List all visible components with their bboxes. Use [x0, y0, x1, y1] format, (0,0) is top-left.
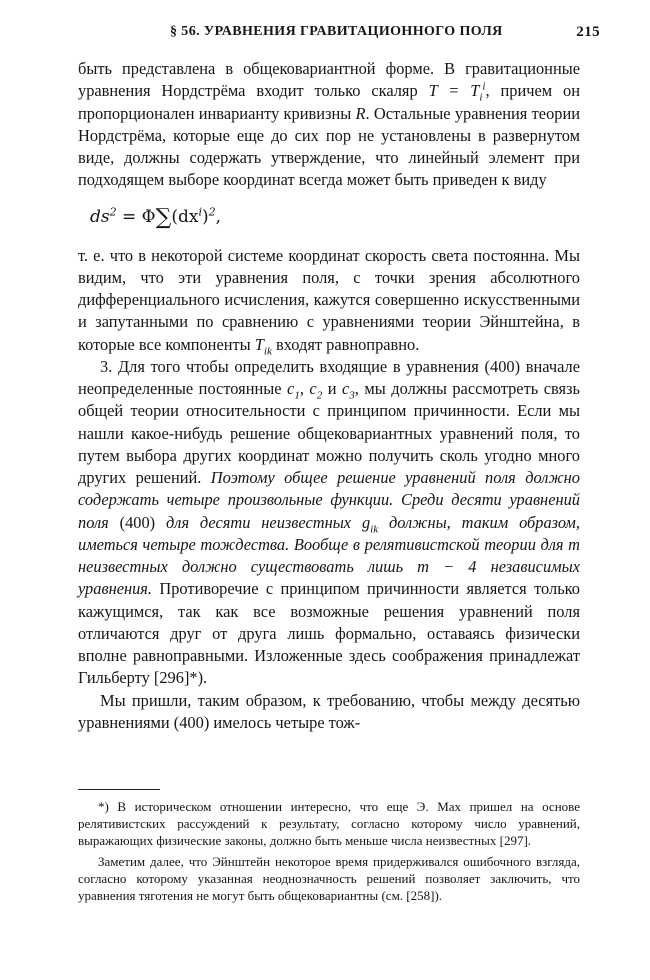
subscript: ik [370, 522, 379, 535]
math-R: R [355, 103, 366, 123]
text: , [299, 379, 310, 398]
formula-lhs: ds [90, 206, 110, 227]
subscript: 1 [294, 389, 300, 402]
footnote-2: Заметим далее, что Эйнштейн некоторое время придерживался ошибочного взгляда, согласно которому указанная неоднозначность решений позволяет заключить, что уравнения тяготения не могут быть общековариантны (см. [258]). [78, 854, 580, 903]
superscript: i [482, 80, 486, 93]
formula-rhs: (dx [171, 206, 199, 227]
emphasis: должны, таким образом, иметься четыре тождества. Вообще в релятивистской теории для [78, 512, 580, 554]
subscript: i [479, 91, 483, 104]
emphasis: неизвестных должно существовать лишь [78, 557, 418, 576]
formula-eq: = Φ [122, 206, 156, 227]
math-c3 [341, 379, 355, 402]
page-number: 215 [576, 24, 600, 40]
formula-line-element [90, 204, 580, 231]
formula-tail: , [215, 206, 222, 227]
math-Tik [254, 334, 272, 357]
section-title: § 56. УРАВНЕНИЯ ГРАВИТАЦИОННОГО ПОЛЯ [170, 24, 503, 39]
emphasis: для десяти неизвестных [155, 512, 362, 532]
subscript: 2 [316, 389, 323, 402]
superscript: 2 [208, 204, 216, 218]
sum-symbol: ∑ [155, 204, 172, 230]
paragraph-1 [78, 58, 580, 192]
subscript: 3 [349, 389, 355, 402]
superscript: i [198, 204, 202, 218]
math-m-minus-4: m − 4 [417, 557, 477, 576]
text: т. е. что в некоторой системе координат скорость света постоянна. Мы видим, что эти уравнения поля, с точки зрения абсолютного дифференциального исчисления, кажутся совершенно искусственными и запутанными по сравнению с уравнениями теории Эйнштейна, в которые все компоненты [78, 245, 580, 354]
superscript: 2 [109, 204, 117, 218]
text: , мы должны рассмотреть связь общей теории относительности с принципом причинности. Если мы нашли какое-нибудь решение общековариантных уравнений поля, то путем выбора других координат можно получить сколь угодно много других решений. [78, 379, 580, 487]
text: , причем он пропорционален инварианту кривизны [78, 81, 580, 123]
math-T [428, 80, 486, 104]
math-text: T = T [428, 81, 480, 101]
text: быть представлена в общековариантной форме. В гравитационные уравнения Нордстрёма входит только скаляр [78, 59, 580, 101]
footnotes [78, 798, 580, 904]
math-text: g [361, 512, 371, 532]
math-text: T [254, 334, 264, 354]
paragraph-3 [78, 356, 580, 690]
math-text: c [341, 379, 350, 398]
text: (400) [119, 512, 156, 532]
formula-paren: ) [201, 206, 209, 227]
text: и [322, 379, 342, 398]
paragraph-2 [78, 245, 580, 356]
subscript: ik [263, 344, 272, 357]
text: 3. Для того чтобы определить входящие в уравнения (400) вначале неопределенные постоянные [78, 356, 580, 398]
math-text: c [287, 379, 295, 398]
footnote-1: *) В историческом отношении интересно, что еще Э. Мах пришел на основе релятивистских рассуждений к результату, согласно которому число уравнений, выражающих физические законы, должно быть меньше числа неизвестных [297]. [78, 799, 580, 848]
text: . Остальные уравнения теории Нордстрёма, которые еще до сих пор не установлены в развернутом виде, должны содержать утверждение, что линейный элемент при подходящем выборе координат всегда может быть приведен к виду [78, 103, 581, 190]
paragraph-4: Мы пришли, таким образом, к требованию, чтобы между десятью уравнениями (400) имелось четыре тож- [78, 690, 580, 732]
math-c1 [287, 379, 300, 402]
text: входят равноправно. [271, 334, 420, 354]
math-gik [361, 512, 379, 535]
math-c2 [309, 379, 323, 402]
emphasis: Поэтому общее решение уравнений поля должно содержать четыре произвольные функции. Среди десяти уравнений поля [78, 468, 580, 532]
math-m: m [568, 534, 580, 554]
emphasis: независимых уравнения. [78, 557, 580, 599]
text: Противоречие с принципом причинности является только кажущимся, так как все возможные решения уравнений поля отличаются друг от друга лишь формально, оставаясь физически вполне равноправными. Изложенные здесь соображения принадлежат Гильберту [296]*). [78, 579, 580, 688]
math-text: c [309, 379, 317, 398]
main-text [78, 58, 580, 734]
footnote-rule [78, 789, 160, 790]
